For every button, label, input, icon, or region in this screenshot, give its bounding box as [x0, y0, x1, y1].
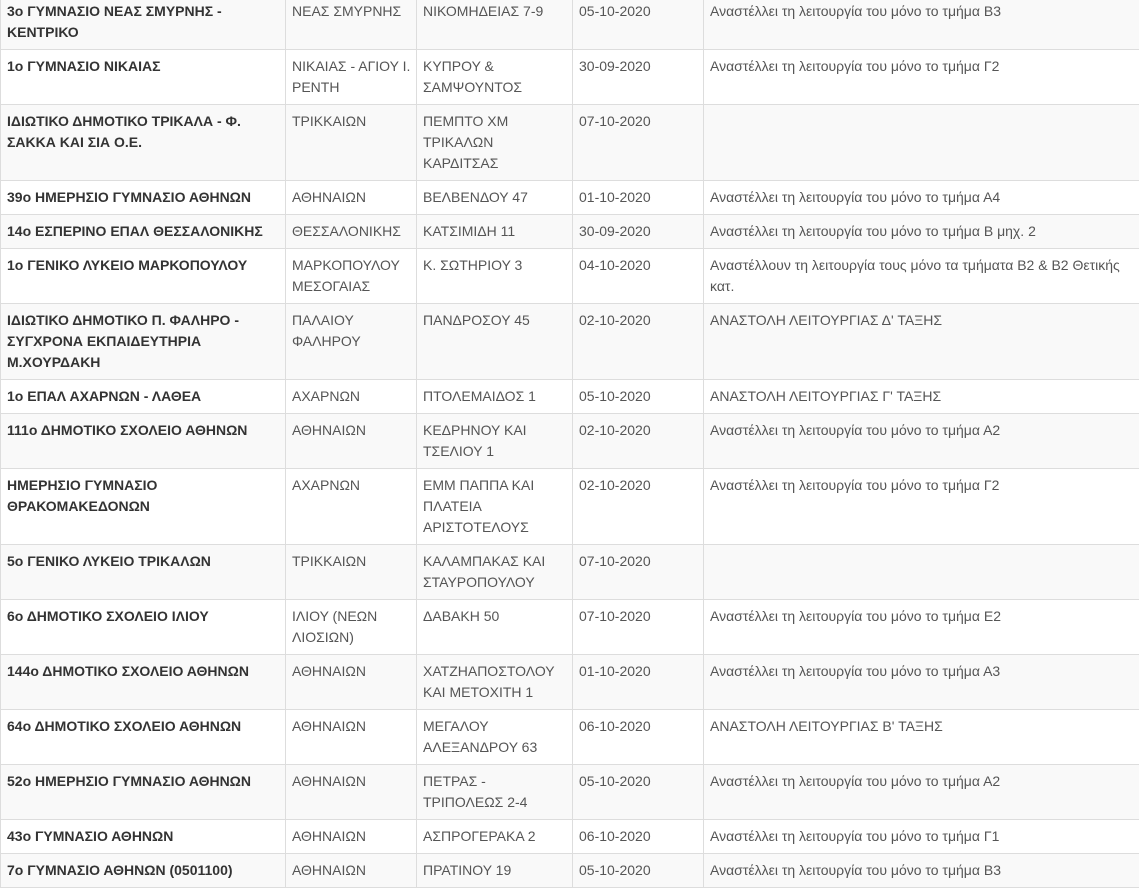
school-name-cell: 6ο ΔΗΜΟΤΙΚΟ ΣΧΟΛΕΙΟ ΙΛΙΟΥ	[1, 600, 286, 655]
school-name-cell: 64ο ΔΗΜΟΤΙΚΟ ΣΧΟΛΕΙΟ ΑΘΗΝΩΝ	[1, 710, 286, 765]
table-row	[1, 304, 1139, 380]
address-cell: ΕΜΜ ΠΑΠΠΑ ΚΑΙ ΠΛΑΤΕΙΑ ΑΡΙΣΤΟΤΕΛΟΥΣ	[417, 469, 573, 545]
table-row	[1, 710, 1139, 765]
school-name-cell: 7ο ΓΥΜΝΑΣΙΟ ΑΘΗΝΩΝ (0501100)	[1, 854, 286, 888]
table-row	[1, 181, 1139, 215]
address-cell: ΚΥΠΡΟΥ & ΣΑΜΨΟΥΝΤΟΣ	[417, 50, 573, 105]
notes-cell: Αναστέλλει τη λειτουργία του μόνο το τμήμα Β μηχ. 2	[704, 215, 1139, 249]
school-name-cell: 144ο ΔΗΜΟΤΙΚΟ ΣΧΟΛΕΙΟ ΑΘΗΝΩΝ	[1, 655, 286, 710]
table-row	[1, 380, 1139, 414]
address-cell: ΑΣΠΡΟΓΕΡΑΚΑ 2	[417, 820, 573, 854]
address-cell: ΔΑΒΑΚΗ 50	[417, 600, 573, 655]
school-name-cell: 14ο ΕΣΠΕΡΙΝΟ ΕΠΑΛ ΘΕΣΣΑΛΟΝΙΚΗΣ	[1, 215, 286, 249]
notes-cell: Αναστέλλουν τη λειτουργία τους μόνο τα τμήματα Β2 & Β2 Θετικής κατ.	[704, 249, 1139, 304]
address-cell: ΚΑΤΣΙΜΙΔΗ 11	[417, 215, 573, 249]
address-cell: ΠΕΤΡΑΣ - ΤΡΙΠΟΛΕΩΣ 2-4	[417, 765, 573, 820]
municipality-cell: ΑΘΗΝΑΙΩΝ	[286, 710, 417, 765]
date-cell: 01-10-2020	[573, 655, 704, 710]
date-cell: 05-10-2020	[573, 380, 704, 414]
municipality-cell: ΑΘΗΝΑΙΩΝ	[286, 765, 417, 820]
school-name-cell: 1ο ΓΕΝΙΚΟ ΛΥΚΕΙΟ ΜΑΡΚΟΠΟΥΛΟΥ	[1, 249, 286, 304]
date-cell: 06-10-2020	[573, 820, 704, 854]
table-row	[1, 600, 1139, 655]
date-cell: 05-10-2020	[573, 854, 704, 888]
notes-cell	[704, 545, 1139, 600]
date-cell: 05-10-2020	[573, 765, 704, 820]
table-row	[1, 655, 1139, 710]
table-row	[1, 820, 1139, 854]
notes-cell: Αναστέλλει τη λειτουργία του μόνο το τμήμα Ε2	[704, 600, 1139, 655]
date-cell: 05-10-2020	[573, 0, 704, 50]
school-name-cell: 1ο ΕΠΑΛ ΑΧΑΡΝΩΝ - ΛΑΘΕΑ	[1, 380, 286, 414]
notes-cell: Αναστέλλει τη λειτουργία του μόνο το τμήμα Β3	[704, 854, 1139, 888]
municipality-cell: ΠΑΛΑΙΟΥ ΦΑΛΗΡΟΥ	[286, 304, 417, 380]
notes-cell	[704, 105, 1139, 181]
municipality-cell: ΑΘΗΝΑΙΩΝ	[286, 820, 417, 854]
school-name-cell: 39ο ΗΜΕΡΗΣΙΟ ΓΥΜΝΑΣΙΟ ΑΘΗΝΩΝ	[1, 181, 286, 215]
municipality-cell: ΑΘΗΝΑΙΩΝ	[286, 181, 417, 215]
school-name-cell: 52ο ΗΜΕΡΗΣΙΟ ΓΥΜΝΑΣΙΟ ΑΘΗΝΩΝ	[1, 765, 286, 820]
address-cell: ΚΑΛΑΜΠΑΚΑΣ ΚΑΙ ΣΤΑΥΡΟΠΟΥΛΟΥ	[417, 545, 573, 600]
notes-cell: ΑΝΑΣΤΟΛΗ ΛΕΙΤΟΥΡΓΙΑΣ Δ' ΤΑΞΗΣ	[704, 304, 1139, 380]
municipality-cell: ΘΕΣΣΑΛΟΝΙΚΗΣ	[286, 215, 417, 249]
address-cell: Κ. ΣΩΤΗΡΙΟΥ 3	[417, 249, 573, 304]
address-cell: ΠΤΟΛΕΜΑΙΔΟΣ 1	[417, 380, 573, 414]
municipality-cell: ΝΕΑΣ ΣΜΥΡΝΗΣ	[286, 0, 417, 50]
table-row	[1, 215, 1139, 249]
school-name-cell: 5ο ΓΕΝΙΚΟ ΛΥΚΕΙΟ ΤΡΙΚΑΛΩΝ	[1, 545, 286, 600]
date-cell: 02-10-2020	[573, 304, 704, 380]
table-row	[1, 765, 1139, 820]
date-cell: 06-10-2020	[573, 710, 704, 765]
table-row	[1, 414, 1139, 469]
table-row	[1, 105, 1139, 181]
notes-cell: Αναστέλλει τη λειτουργία του μόνο το τμήμα Α2	[704, 414, 1139, 469]
date-cell: 30-09-2020	[573, 215, 704, 249]
municipality-cell: ΑΧΑΡΝΩΝ	[286, 380, 417, 414]
date-cell: 02-10-2020	[573, 414, 704, 469]
address-cell: ΚΕΔΡΗΝΟΥ ΚΑΙ ΤΣΕΛΙΟΥ 1	[417, 414, 573, 469]
date-cell: 01-10-2020	[573, 181, 704, 215]
date-cell: 07-10-2020	[573, 105, 704, 181]
date-cell: 07-10-2020	[573, 600, 704, 655]
table-row	[1, 249, 1139, 304]
notes-cell: Αναστέλλει τη λειτουργία του μόνο το τμήμα Α2	[704, 765, 1139, 820]
date-cell: 02-10-2020	[573, 469, 704, 545]
address-cell: ΜΕΓΑΛΟΥ ΑΛΕΞΑΝΔΡΟΥ 63	[417, 710, 573, 765]
address-cell: ΝΙΚΟΜΗΔΕΙΑΣ 7-9	[417, 0, 573, 50]
municipality-cell: ΝΙΚΑΙΑΣ - ΑΓΙΟΥ Ι. ΡΕΝΤΗ	[286, 50, 417, 105]
municipality-cell: ΜΑΡΚΟΠΟΥΛΟΥ ΜΕΣΟΓΑΙΑΣ	[286, 249, 417, 304]
school-name-cell: 1ο ΓΥΜΝΑΣΙΟ ΝΙΚΑΙΑΣ	[1, 50, 286, 105]
table-row	[1, 545, 1139, 600]
table-row	[1, 50, 1139, 105]
municipality-cell: ΑΧΑΡΝΩΝ	[286, 469, 417, 545]
municipality-cell: ΑΘΗΝΑΙΩΝ	[286, 655, 417, 710]
school-name-cell: 43ο ΓΥΜΝΑΣΙΟ ΑΘΗΝΩΝ	[1, 820, 286, 854]
notes-cell: Αναστέλλει τη λειτουργία του μόνο το τμήμα Α3	[704, 655, 1139, 710]
address-cell: ΒΕΛΒΕΝΔΟΥ 47	[417, 181, 573, 215]
notes-cell: ΑΝΑΣΤΟΛΗ ΛΕΙΤΟΥΡΓΙΑΣ Β' ΤΑΞΗΣ	[704, 710, 1139, 765]
notes-cell: Αναστέλλει τη λειτουργία του μόνο το τμήμα Γ1	[704, 820, 1139, 854]
table-row	[1, 469, 1139, 545]
date-cell: 04-10-2020	[573, 249, 704, 304]
notes-cell: ΑΝΑΣΤΟΛΗ ΛΕΙΤΟΥΡΓΙΑΣ Γ' ΤΑΞΗΣ	[704, 380, 1139, 414]
date-cell: 07-10-2020	[573, 545, 704, 600]
address-cell: ΠΕΜΠΤΟ ΧΜ ΤΡΙΚΑΛΩΝ ΚΑΡΔΙΤΣΑΣ	[417, 105, 573, 181]
address-cell: ΠΡΑΤΙΝΟΥ 19	[417, 854, 573, 888]
date-cell: 30-09-2020	[573, 50, 704, 105]
address-cell: ΠΑΝΔΡΟΣΟΥ 45	[417, 304, 573, 380]
school-name-cell: ΙΔΙΩΤΙΚΟ ΔΗΜΟΤΙΚΟ ΤΡΙΚΑΛΑ - Φ. ΣΑΚΚΑ ΚΑΙ ΣΙΑ Ο.Ε.	[1, 105, 286, 181]
municipality-cell: ΑΘΗΝΑΙΩΝ	[286, 854, 417, 888]
municipality-cell: ΑΘΗΝΑΙΩΝ	[286, 414, 417, 469]
table-row	[1, 0, 1139, 50]
school-name-cell: ΙΔΙΩΤΙΚΟ ΔΗΜΟΤΙΚΟ Π. ΦΑΛΗΡΟ - ΣΥΓΧΡΟΝΑ ΕΚΠΑΙΔΕΥΤΗΡΙΑ Μ.ΧΟΥΡΔΑΚΗ	[1, 304, 286, 380]
school-name-cell: 3ο ΓΥΜΝΑΣΙΟ ΝΕΑΣ ΣΜΥΡΝΗΣ - ΚΕΝΤΡΙΚΟ	[1, 0, 286, 50]
municipality-cell: ΤΡΙΚΚΑΙΩΝ	[286, 545, 417, 600]
notes-cell: Αναστέλλει τη λειτουργία του μόνο το τμήμα Γ2	[704, 50, 1139, 105]
table-row	[1, 854, 1139, 888]
school-name-cell: 111ο ΔΗΜΟΤΙΚΟ ΣΧΟΛΕΙΟ ΑΘΗΝΩΝ	[1, 414, 286, 469]
notes-cell: Αναστέλλει τη λειτουργία του μόνο το τμήμα Β3	[704, 0, 1139, 50]
notes-cell: Αναστέλλει τη λειτουργία του μόνο το τμήμα Α4	[704, 181, 1139, 215]
table-body	[1, 0, 1139, 888]
school-name-cell: ΗΜΕΡΗΣΙΟ ΓΥΜΝΑΣΙΟ ΘΡΑΚΟΜΑΚΕΔΟΝΩΝ	[1, 469, 286, 545]
address-cell: ΧΑΤΖΗΑΠΟΣΤΟΛΟΥ ΚΑΙ ΜΕΤΟΧΙΤΗ 1	[417, 655, 573, 710]
municipality-cell: ΤΡΙΚΚΑΙΩΝ	[286, 105, 417, 181]
notes-cell: Αναστέλλει τη λειτουργία του μόνο το τμήμα Γ2	[704, 469, 1139, 545]
municipality-cell: ΙΛΙΟΥ (ΝΕΩΝ ΛΙΟΣΙΩΝ)	[286, 600, 417, 655]
